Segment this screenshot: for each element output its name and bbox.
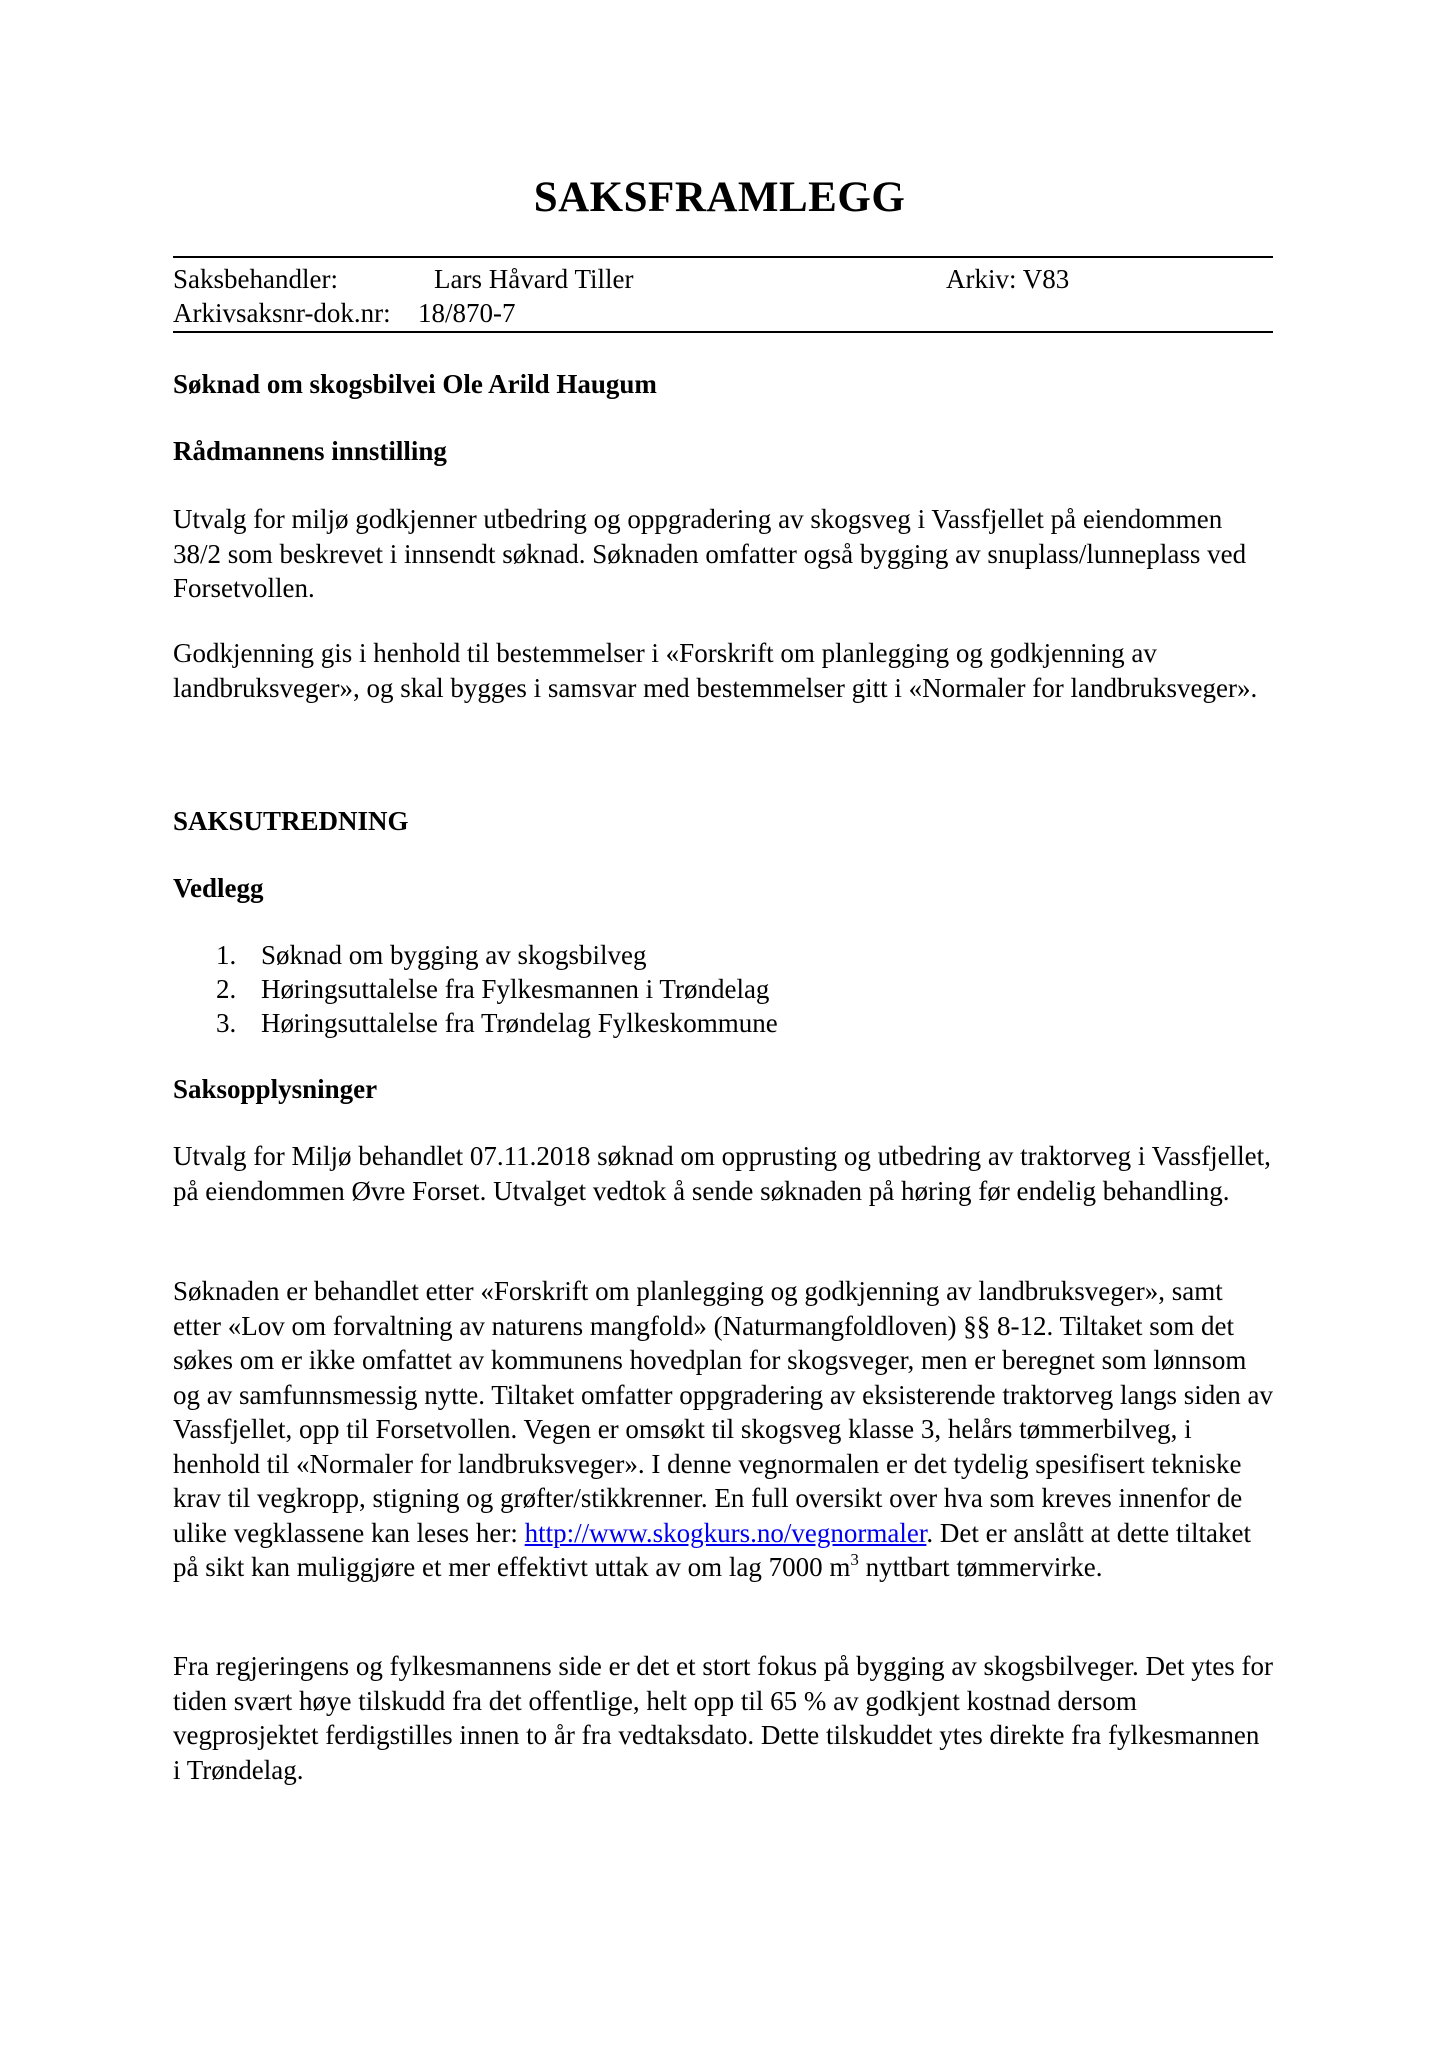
attachment-item bbox=[173, 1006, 1273, 1040]
attachment-text: Søknad om bygging av skogsbilveg bbox=[261, 940, 647, 970]
report-heading: SAKSUTREDNING bbox=[173, 806, 409, 836]
case-number-value: 18/870-7 bbox=[418, 298, 516, 328]
facts-paragraph-1: Utvalg for Miljø behandlet 07.11.2018 søknad om opprusting og utbedring av traktorveg i Vassfjellet, på eiendommen Øvre Forset. Utvalget vedtok å sende søknaden på høring før endelig behandling. bbox=[173, 1141, 1271, 1206]
handler-value: Lars Håvard Tiller bbox=[434, 264, 634, 294]
recommendation-paragraph-2: Godkjenning gis i henhold til bestemmelser i «Forskrift om planlegging og godkjenning av landbruksveger», og skal bygges i samsvar med bestemmelser gitt i «Normaler for landbruksveger». bbox=[173, 638, 1258, 703]
attachments-list bbox=[173, 938, 1273, 1040]
header-bottom-rule bbox=[173, 331, 1273, 333]
document-title: SAKSFRAMLEGG bbox=[533, 174, 906, 221]
attachment-item bbox=[173, 972, 1273, 1006]
facts-paragraph-2 bbox=[173, 1274, 1273, 1585]
header-top-rule bbox=[173, 256, 1273, 258]
handler-label: Saksbehandler: bbox=[173, 264, 338, 294]
archive-label: Arkiv: V83 bbox=[946, 264, 1070, 294]
facts-paragraph-2-text: Søknaden er behandlet etter «Forskrift om planlegging og godkjenning av landbruksveger», samt etter «Lov om forvaltning av naturens mangfold» (Naturmangfoldloven) §§ 8-12. Tiltaket som det søkes om er ikke omfattet av kommunens hovedplan for skogsveger, men er beregnet som lønnsom og av samfunnsmessig nytte. Tiltaket omfatter oppgradering av eksisterende traktorveg langs siden av Vassfjellet, opp til Forsetvollen. Vegen er omsøkt til skogsveg klasse 3, helårs tømmerbilveg, i henhold til «Normaler for landbruksveger». I denne vegnormalen er det tydelig spesifisert tekniske krav til vegkropp, stigning og grøfter/stikkrenner. En full oversikt over hva som kreves innenfor de ulike vegklassene kan leses her: bbox=[173, 1276, 1273, 1548]
attachment-number: 1. bbox=[216, 940, 237, 970]
facts-paragraph-2-end: nyttbart tømmervirke. bbox=[858, 1552, 1103, 1582]
facts-paragraph-2-continued: . Det er anslått at dette tiltaket på sikt kan muliggjøre et mer effektivt uttak av om lag 7000 m bbox=[173, 1517, 1251, 1582]
attachment-number: 3. bbox=[216, 1008, 237, 1038]
recommendation-paragraph-1: Utvalg for miljø godkjenner utbedring og oppgradering av skogsveg i Vassfjellet på eiendommen 38/2 som beskrevet i innsendt søknad. Søknaden omfatter også bygging av snuplass/lunneplass ved Forsetvollen. bbox=[173, 504, 1247, 603]
case-number-label: Arkivsaksnr-dok.nr: bbox=[173, 298, 391, 328]
recommendation-heading: Rådmannens innstilling bbox=[173, 436, 447, 466]
case-subject: Søknad om skogsbilvei Ole Arild Haugum bbox=[173, 369, 657, 399]
facts-heading: Saksopplysninger bbox=[173, 1074, 378, 1104]
facts-paragraph-3: Fra regjeringens og fylkesmannens side er det et stort fokus på bygging av skogsbilveger. Det ytes for tiden svært høye tilskudd fra det offentlige, helt opp til 65 % av godkjent kostnad dersom vegprosjektet ferdigstilles innen to år fra vedtaksdato. Dette tilskuddet ytes direkte fra fylkesmannen i Trøndelag. bbox=[173, 1651, 1273, 1785]
cubic-superscript: 3 bbox=[850, 1550, 859, 1569]
attachment-text: Høringsuttalelse fra Fylkesmannen i Trøndelag bbox=[261, 974, 770, 1004]
vegnormaler-link[interactable]: http://www.skogkurs.no/vegnormaler bbox=[524, 1517, 927, 1548]
attachment-number: 2. bbox=[216, 974, 237, 1004]
attachment-text: Høringsuttalelse fra Trøndelag Fylkeskommune bbox=[261, 1008, 778, 1038]
attachment-item bbox=[173, 938, 1273, 972]
attachments-heading: Vedlegg bbox=[173, 873, 264, 903]
